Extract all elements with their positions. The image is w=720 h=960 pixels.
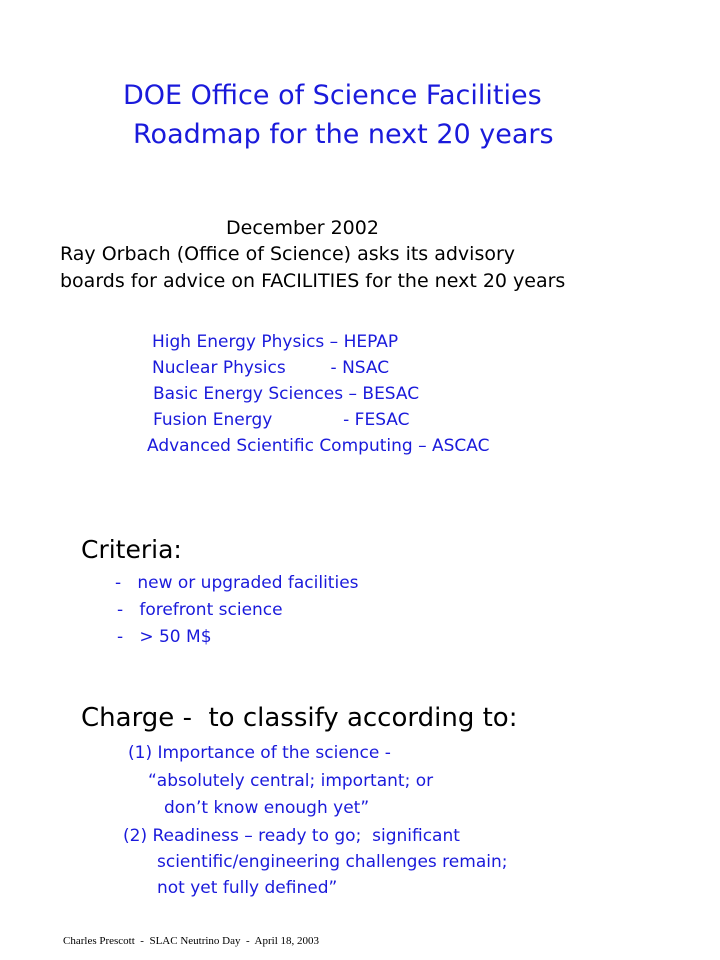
board-abbreviation: FESAC — [354, 410, 410, 430]
board-separator: - — [319, 358, 343, 378]
charge-line: scientific/engineering challenges remain; — [157, 852, 508, 872]
board-name: Basic Energy Sciences — [153, 384, 344, 404]
intro-line-2: boards for advice on FACILITIES for the next 20 years — [60, 270, 566, 292]
board-separator: - — [332, 410, 355, 430]
board-separator: – — [412, 436, 432, 456]
criteria-item: - > 50 M$ — [117, 627, 212, 647]
footer-credit: Charles Prescott - SLAC Neutrino Day - April 18, 2003 — [63, 935, 320, 947]
charge-line: don’t know enough yet” — [164, 798, 370, 818]
board-name: Advanced Scientific Computing — [147, 436, 413, 456]
charge-line: (2) Readiness – ready to go; significant — [123, 826, 460, 846]
board-abbreviation: HEPAP — [343, 332, 399, 352]
charge-line: “absolutely central; important; or — [148, 771, 434, 791]
charge-line: not yet fully defined” — [157, 878, 338, 898]
charge-line: (1) Importance of the science - — [128, 743, 391, 763]
charge-heading: Charge - to classify according to: — [81, 703, 518, 733]
board-item-besac — [153, 384, 419, 404]
board-item-hepap — [152, 332, 398, 352]
board-item-fesac — [153, 410, 410, 430]
board-item-nsac — [152, 358, 389, 378]
intro-date: December 2002 — [226, 217, 379, 239]
board-name: High Energy Physics — [152, 332, 325, 352]
board-name: Fusion Energy — [153, 410, 273, 430]
board-abbreviation: NSAC — [342, 358, 390, 378]
criteria-item: - new or upgraded facilities — [115, 573, 359, 593]
board-separator: – — [324, 332, 344, 352]
board-item-ascac — [147, 436, 489, 456]
intro-line-1: Ray Orbach (Office of Science) asks its advisory — [60, 243, 516, 265]
board-separator: – — [343, 384, 363, 404]
board-abbreviation: BESAC — [362, 384, 420, 404]
criteria-heading: Criteria: — [81, 535, 182, 564]
board-abbreviation: ASCAC — [431, 436, 490, 456]
board-name: Nuclear Physics — [152, 358, 286, 378]
title-line-2: Roadmap for the next 20 years — [133, 119, 554, 150]
title-line-1: DOE Office of Science Facilities — [123, 80, 542, 111]
criteria-item: - forefront science — [117, 600, 283, 620]
